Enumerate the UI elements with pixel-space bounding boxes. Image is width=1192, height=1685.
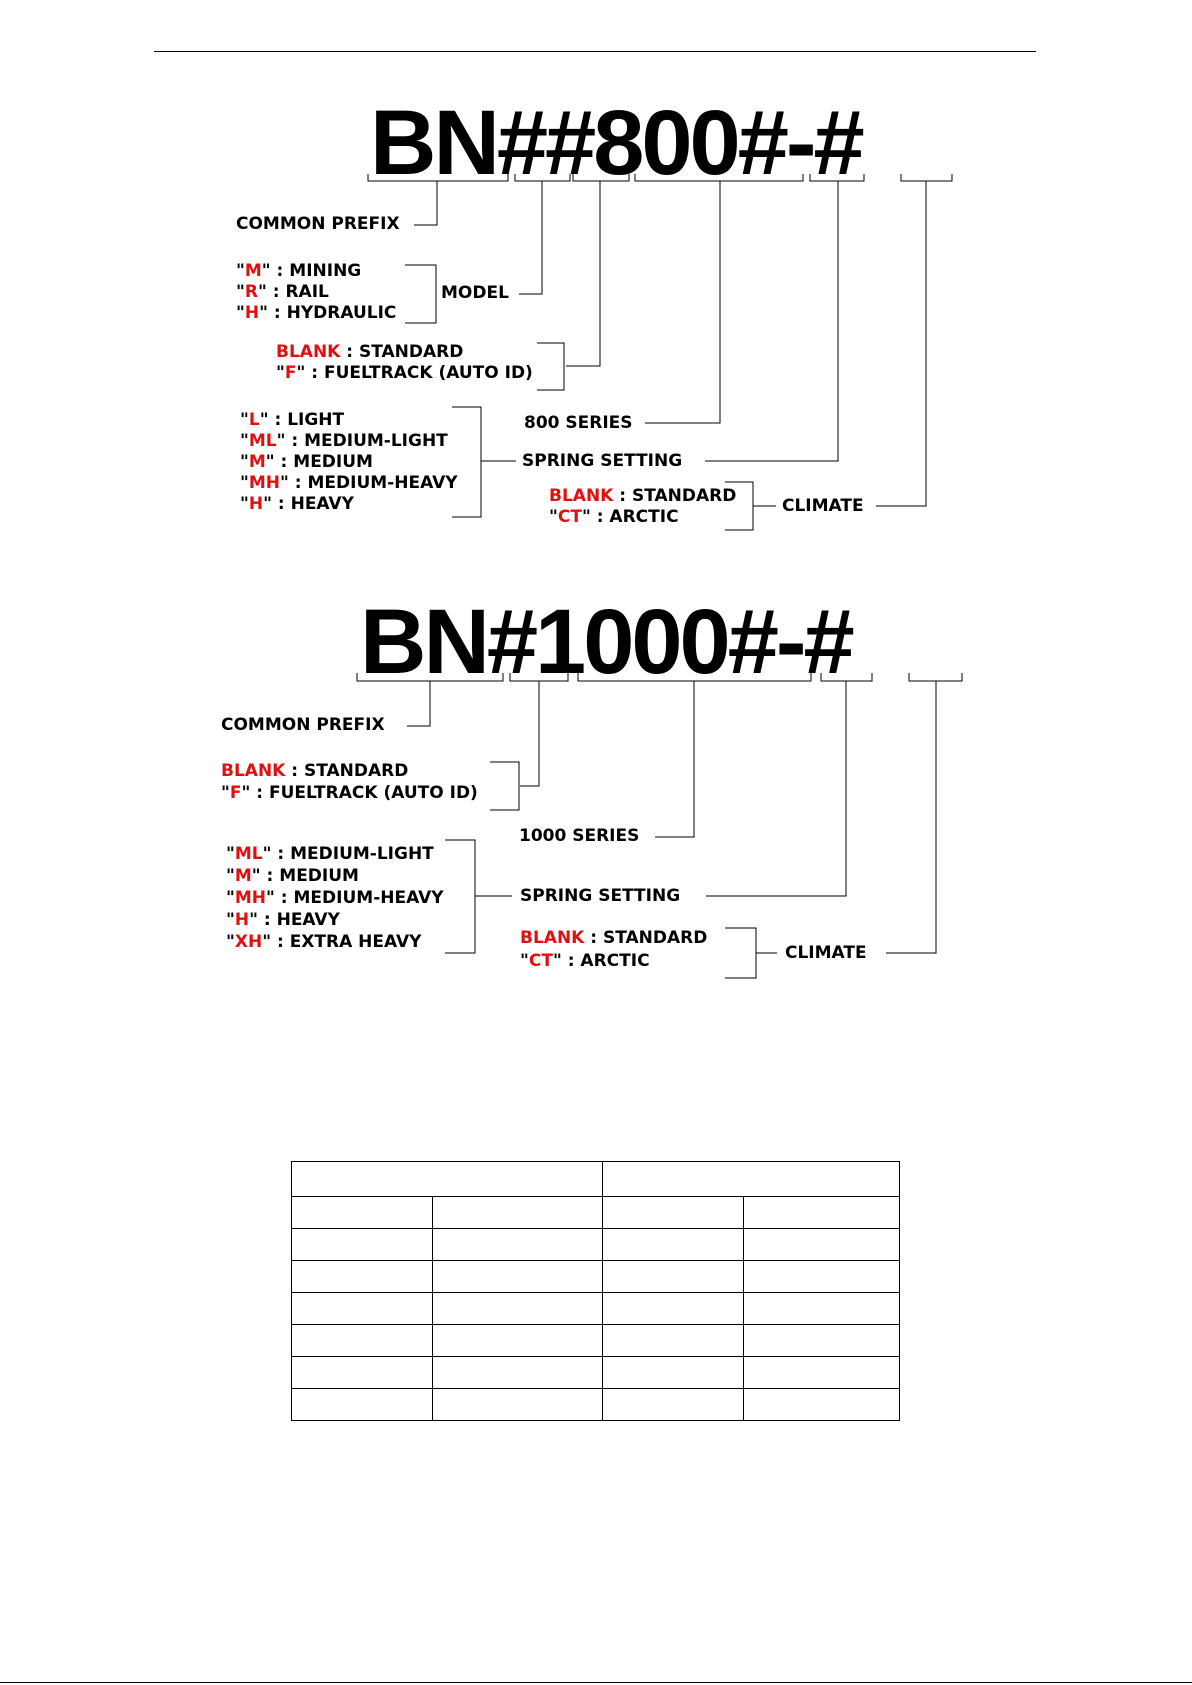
fuel-option-standard: BLANK : STANDARD: [276, 342, 464, 362]
option-code: BLANK: [520, 928, 585, 948]
option-code: CT: [557, 507, 582, 527]
fuel-option-standard: BLANK : STANDARD: [221, 761, 409, 781]
table-cell: [433, 1261, 603, 1293]
table-cell: [744, 1261, 900, 1293]
climate-option-arctic: "CT" : ARCTIC: [549, 507, 679, 527]
option-code: L: [248, 410, 260, 430]
table-row: [292, 1325, 900, 1357]
spring-option-heavy: "H" : HEAVY: [240, 494, 354, 514]
table-row: [292, 1389, 900, 1421]
common-prefix-label: COMMON PREFIX: [236, 214, 400, 234]
option-code: ML: [234, 844, 263, 864]
spring-option-medium-heavy: "MH" : MEDIUM-HEAVY: [226, 888, 444, 908]
climate-option-standard: BLANK : STANDARD: [549, 486, 737, 506]
table-cell: [433, 1325, 603, 1357]
option-code: M: [244, 261, 262, 281]
table-cell: [433, 1357, 603, 1389]
table-header-cell: [603, 1162, 900, 1197]
option-code: R: [244, 282, 258, 302]
option-code: BLANK: [276, 342, 341, 362]
table-row: [292, 1261, 900, 1293]
table-cell: [292, 1389, 433, 1421]
spring-setting-label: SPRING SETTING: [522, 451, 683, 471]
climate-option-arctic: "CT" : ARCTIC: [520, 951, 650, 971]
spring-setting-label: SPRING SETTING: [520, 886, 681, 906]
table-cell: [292, 1197, 433, 1229]
fuel-option-fueltrack: "F" : FUELTRACK (AUTO ID): [221, 783, 478, 803]
table-cell: [292, 1293, 433, 1325]
table-cell: [744, 1229, 900, 1261]
spring-option-medium: "M" : MEDIUM: [240, 452, 373, 472]
table-cell: [603, 1325, 744, 1357]
option-code: H: [234, 910, 250, 930]
climate-option-standard: BLANK : STANDARD: [520, 928, 708, 948]
table-cell: [433, 1293, 603, 1325]
option-code: M: [248, 452, 266, 472]
table-cell: [433, 1197, 603, 1229]
table-cell: [603, 1357, 744, 1389]
option-code: MH: [248, 473, 281, 493]
table-cell: [603, 1293, 744, 1325]
table-cell: [744, 1197, 900, 1229]
table-cell: [292, 1325, 433, 1357]
option-code: CT: [528, 951, 553, 971]
table-row: [292, 1357, 900, 1389]
spec-table: [291, 1161, 900, 1421]
climate-label: CLIMATE: [785, 943, 867, 963]
table-row: [292, 1293, 900, 1325]
spring-option-medium-heavy: "MH" : MEDIUM-HEAVY: [240, 473, 458, 493]
table-cell: [433, 1389, 603, 1421]
table-cell: [603, 1229, 744, 1261]
option-code: H: [244, 303, 260, 323]
table-header-row: [292, 1162, 900, 1197]
series-label: 1000 SERIES: [519, 826, 640, 846]
fuel-option-fueltrack: "F" : FUELTRACK (AUTO ID): [276, 363, 533, 383]
table-cell: [744, 1389, 900, 1421]
table-cell: [744, 1325, 900, 1357]
option-code: BLANK: [549, 486, 614, 506]
part-number-800: BN##800#-#: [370, 92, 862, 194]
option-code: BLANK: [221, 761, 286, 781]
model-option-hydraulic: "H" : HYDRAULIC: [236, 303, 397, 323]
table-cell: [603, 1261, 744, 1293]
table-cell: [744, 1357, 900, 1389]
footer-rule: [0, 1682, 1192, 1683]
option-code: XH: [234, 932, 263, 952]
spring-option-medium-light: "ML" : MEDIUM-LIGHT: [240, 431, 448, 451]
table-cell: [433, 1229, 603, 1261]
spring-option-medium: "M" : MEDIUM: [226, 866, 359, 886]
table-cell: [292, 1261, 433, 1293]
series-label: 800 SERIES: [524, 413, 633, 433]
spring-option-light: "L" : LIGHT: [240, 410, 345, 430]
climate-label: CLIMATE: [782, 496, 864, 516]
model-option-mining: "M" : MINING: [236, 261, 362, 281]
model-label: MODEL: [441, 283, 509, 303]
table-cell: [603, 1389, 744, 1421]
table-row: [292, 1229, 900, 1261]
option-code: MH: [234, 888, 267, 908]
spring-option-heavy: "H" : HEAVY: [226, 910, 340, 930]
table-cell: [603, 1197, 744, 1229]
common-prefix-label: COMMON PREFIX: [221, 715, 385, 735]
spring-option-extra-heavy: "XH" : EXTRA HEAVY: [226, 932, 422, 952]
option-code: H: [248, 494, 264, 514]
table-cell: [292, 1357, 433, 1389]
option-code: F: [229, 783, 242, 803]
spring-option-medium-light: "ML" : MEDIUM-LIGHT: [226, 844, 434, 864]
table-cell: [744, 1293, 900, 1325]
option-code: ML: [248, 431, 277, 451]
option-code: F: [284, 363, 297, 383]
table-header-cell: [292, 1162, 603, 1197]
part-number-1000: BN#1000#-#: [360, 591, 852, 693]
option-code: M: [234, 866, 252, 886]
model-option-rail: "R" : RAIL: [236, 282, 329, 302]
table-cell: [292, 1229, 433, 1261]
table-row: [292, 1197, 900, 1229]
